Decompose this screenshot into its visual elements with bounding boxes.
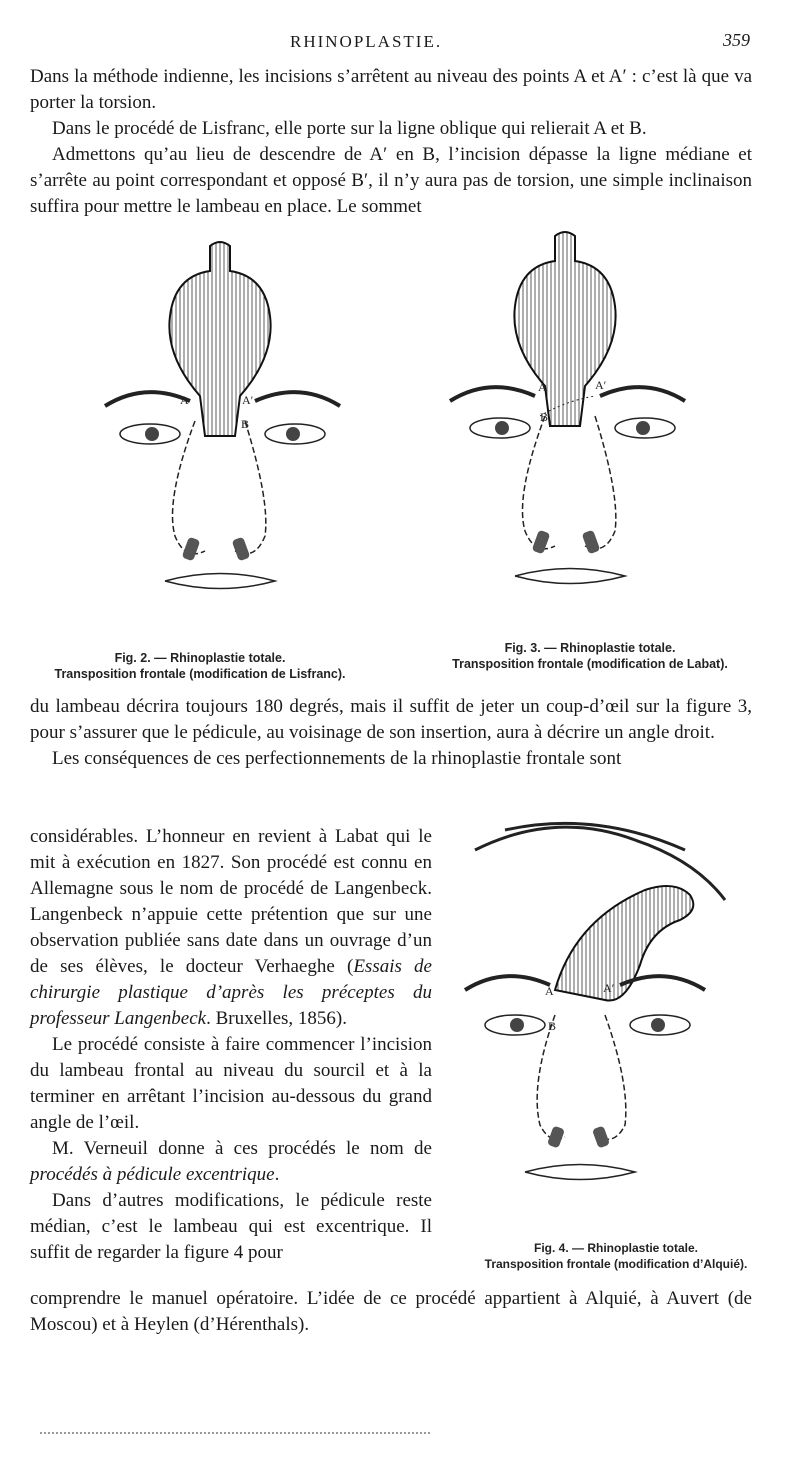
running-head [30,30,750,54]
label-b: B [540,410,549,424]
figure-2-caption-line1: Fig. 2. — Rhinoplastie totale. [114,651,286,665]
label-a: A [545,984,554,998]
text-block-column [30,824,432,1266]
procedes-term: procédés à pédicule excentrique [30,1164,275,1185]
running-title: RHINOPLASTIE. [290,32,443,51]
figure-2-svg [95,236,355,636]
label-a-prime: A′ [603,981,615,995]
left-nostril-tube [182,537,201,562]
label-a: A [180,393,189,407]
page-number: 359 [723,30,750,50]
nose-sutures [523,416,616,549]
label-b: B [241,417,250,431]
right-nostril-tube [592,1126,610,1149]
figure-4-caption [436,1240,796,1272]
right-iris [636,421,650,435]
paragraph-labat [30,824,432,1032]
paragraph-labat-text: considérables. L’honneur en revient à Labat qui le mit à exécution en 1827. Son procédé est connu en Allemagne sous le nom de procédé de Langenbeck. Langenbeck n’appuie cette prétention que sur une observation publiée sans date dans un ouvrage d’un de ses élèves, le docteur Verhaeghe ( [30,826,432,977]
figure-4-svg [445,820,765,1230]
label-b: B [548,1019,557,1033]
label-a-prime: A′ [242,393,254,407]
figure-4-caption-line1: Fig. 4. — Rhinoplastie totale. [533,1241,698,1255]
paragraph-procede: Le procédé consiste à faire commencer l’incision du lambeau frontal au niveau du sourcil et à la terminer en arrêtant l’incision au-dessous du grand angle de l’œil. [30,1034,432,1133]
figure-3-caption-line1: Fig. 3. — Rhinoplastie totale. [504,641,676,655]
paragraph-consequences-start: Les conséquences de ces perfectionnements de la rhinoplastie frontale sont [52,748,622,769]
left-nostril-tube [532,530,551,555]
text-block-top [30,64,752,220]
paragraph-verneuil-text: M. Verneuil donne à ces procédés le nom de [52,1138,432,1159]
label-a-prime: A′ [595,378,607,392]
left-nostril-tube [547,1126,565,1149]
figure-4-illustration [445,820,765,1230]
figure-3-caption [410,640,770,672]
figure-3-svg [430,226,700,626]
figure-3-illustration [430,226,700,626]
paragraph-lisfranc: Dans le procédé de Lisfranc, elle porte sur la ligne oblique qui relierait A et B. [52,118,647,139]
paragraph-indian-method: Dans la méthode indienne, les incisions s’arrêtent au niveau des points A et A′ : c’est là que va porter la torsion. [30,66,752,113]
text-block-bottom [30,1286,752,1338]
right-nostril-tube [232,537,251,562]
figure-2-illustration [95,236,355,636]
paragraph-lambeau: du lambeau décrira toujours 180 degrés, mais il suffit de jeter un coup-d’œil sur la figure 3, pour s’assurer que le pédicule, au voisinage de son insertion, aura à décrire un angle droit. [30,696,752,743]
nose-sutures [173,421,266,554]
label-a: A [538,380,547,394]
text-block-middle [30,694,752,772]
figure-2-caption [30,650,370,682]
figure-3-caption-line2: Transposition frontale (modification de Labat). [452,657,728,671]
mouth [165,574,275,589]
right-iris [286,427,300,441]
left-eyebrow [465,976,550,990]
book-title: Essais de chirurgie plastique d’après les préceptes du professeur Langenbeck [30,956,432,1029]
left-iris [495,421,509,435]
nose-sutures [537,1015,626,1139]
right-nostril-tube [582,530,601,555]
paragraph-admettons: Admettons qu’au lieu de descendre de A′ en B, l’incision dépasse la ligne médiane et s’arrête au point correspondant et opposé B′, il n’y aura pas de torsion, une simple inclinaison suffira pour mettre le lambeau en place. Le sommet [30,144,752,217]
figure-2-caption-line2: Transposition frontale (modification de Lisfranc). [54,667,346,681]
hair-strokes [475,823,725,900]
right-eyebrow [600,387,685,401]
left-iris [145,427,159,441]
mouth [515,569,625,584]
paragraph-labat-end: . Bruxelles, 1856). [206,1008,347,1029]
paragraph-verneuil [30,1136,432,1188]
paragraph-verneuil-end: . [274,1164,280,1185]
right-eyebrow [255,392,340,406]
left-eyebrow [450,387,535,401]
left-iris [510,1018,524,1032]
paragraph-autres-modifications: Dans d’autres modifications, le pédicule reste médian, c’est le lambeau qui est excentrique. Il suffit de regarder la figure 4 pour [30,1190,432,1263]
paragraph-alquie: comprendre le manuel opératoire. L’idée de ce procédé appartient à Alquié, à Auvert (de Moscou) et à Heylen (d’Hérenthals). [30,1288,752,1335]
left-eyebrow [105,392,190,406]
footer-dotted-rule [40,1432,430,1434]
mouth [525,1165,635,1180]
right-iris [651,1018,665,1032]
figure-4-caption-line2: Transposition frontale (modification d’Alquié). [484,1257,748,1271]
